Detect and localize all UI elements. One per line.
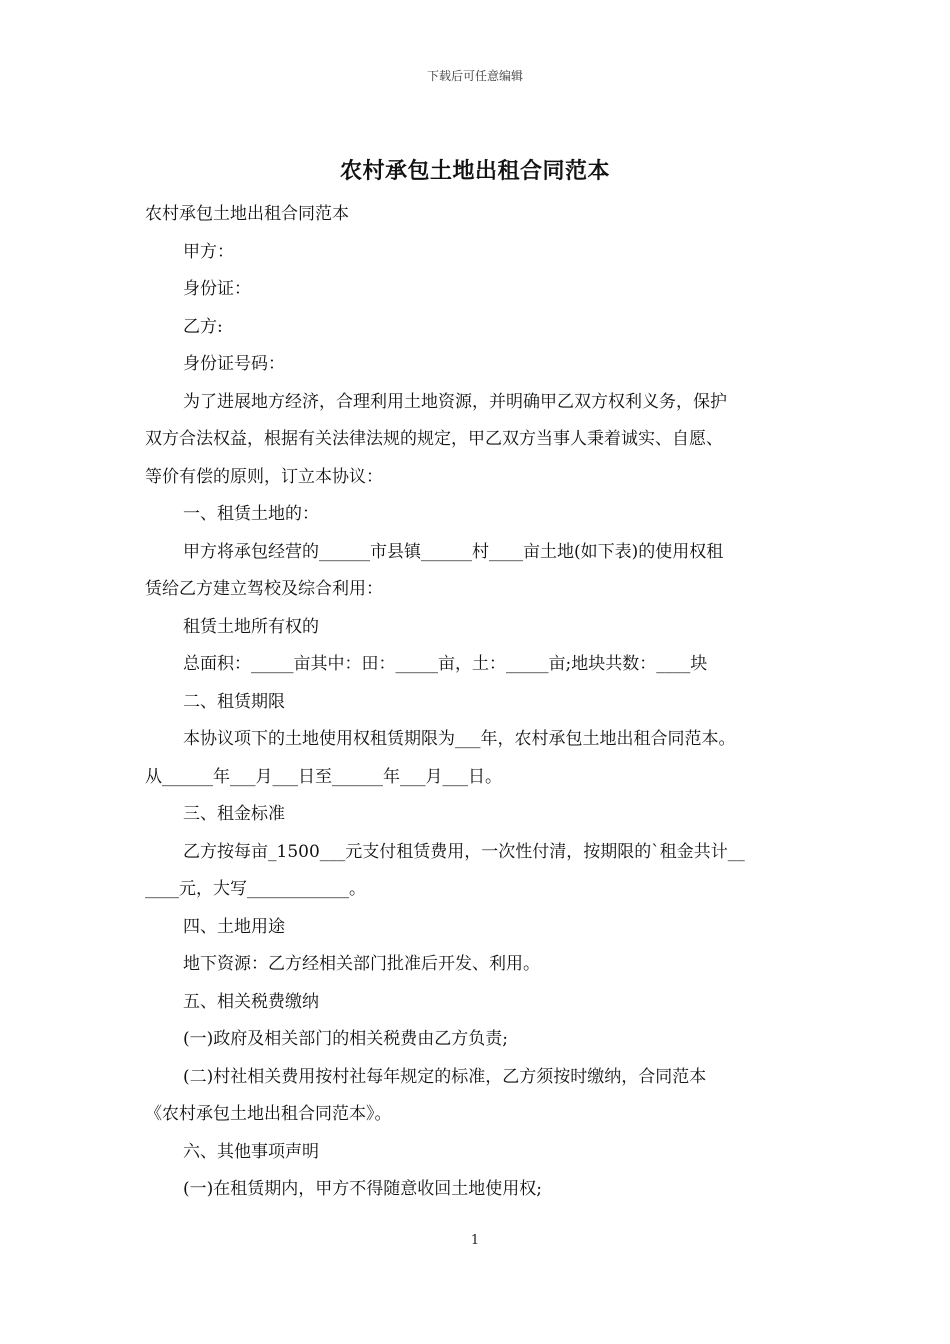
body-line: 总面积：_____亩其中：田：_____亩，土：_____亩;地块共数：____块 (183, 654, 708, 674)
document-title: 农村承包土地出租合同范本 (339, 159, 610, 184)
body-line: 二、租赁期限 (183, 691, 285, 712)
body-line: 身份证号码： (183, 354, 285, 374)
body-line: 五、相关税费缴纳 (183, 991, 319, 1012)
body-line: 等价有偿的原则，订立本协议： (145, 466, 383, 487)
body-line: 双方合法权益，根据有关法律法规的规定，甲乙双方当事人秉着诚实、自愿、 (145, 429, 723, 449)
body-line: 农村承包土地出租合同范本 (145, 204, 349, 224)
page-header: 下载后可任意编辑 (426, 69, 523, 83)
body-line: 四、土地用途 (183, 916, 285, 937)
body-line: 本协议项下的土地使用权租赁期限为___年，农村承包土地出租合同范本。 (183, 729, 736, 749)
body-line: 三、租金标准 (183, 804, 285, 824)
body-line: 租赁土地所有权的 (183, 616, 319, 637)
body-line: 身份证： (183, 279, 251, 299)
body-line: 一、租赁土地的： (183, 504, 319, 524)
body-line: (一)在租赁期内，甲方不得随意收回土地使用权; (183, 1179, 542, 1199)
body-line: 六、其他事项声明 (183, 1141, 319, 1162)
body-line: (一)政府及相关部门的相关税费由乙方负责; (183, 1029, 508, 1049)
body-line: 乙方: (183, 316, 223, 337)
body-line: 地下资源：乙方经相关部门批准后开发、利用。 (183, 954, 540, 974)
page-number: 1 (470, 1233, 480, 1248)
body-line: 甲方将承包经营的______市县镇______村____亩土地(如下表)的使用权租 (183, 541, 724, 562)
body-line: 《农村承包土地出租合同范本》。 (145, 1104, 392, 1124)
body-line: 甲方： (183, 241, 234, 262)
body-line: (二)村社相关费用按村社每年规定的标准，乙方须按时缴纳，合同范本 (183, 1066, 707, 1087)
body-line: 为了进展地方经济，合理利用土地资源，并明确甲乙双方权利义务，保护 (183, 391, 727, 412)
body-line: ____元，大写____________。 (145, 879, 366, 899)
document-body (145, 196, 810, 1209)
body-line: 赁给乙方建立驾校及综合利用： (145, 579, 383, 599)
body-line: 从______年___月___日至______年___月___日。 (145, 766, 502, 787)
body-line: 乙方按每亩_1500___元支付租赁费用，一次性付清，按期限的`租金共计__ (183, 841, 745, 862)
